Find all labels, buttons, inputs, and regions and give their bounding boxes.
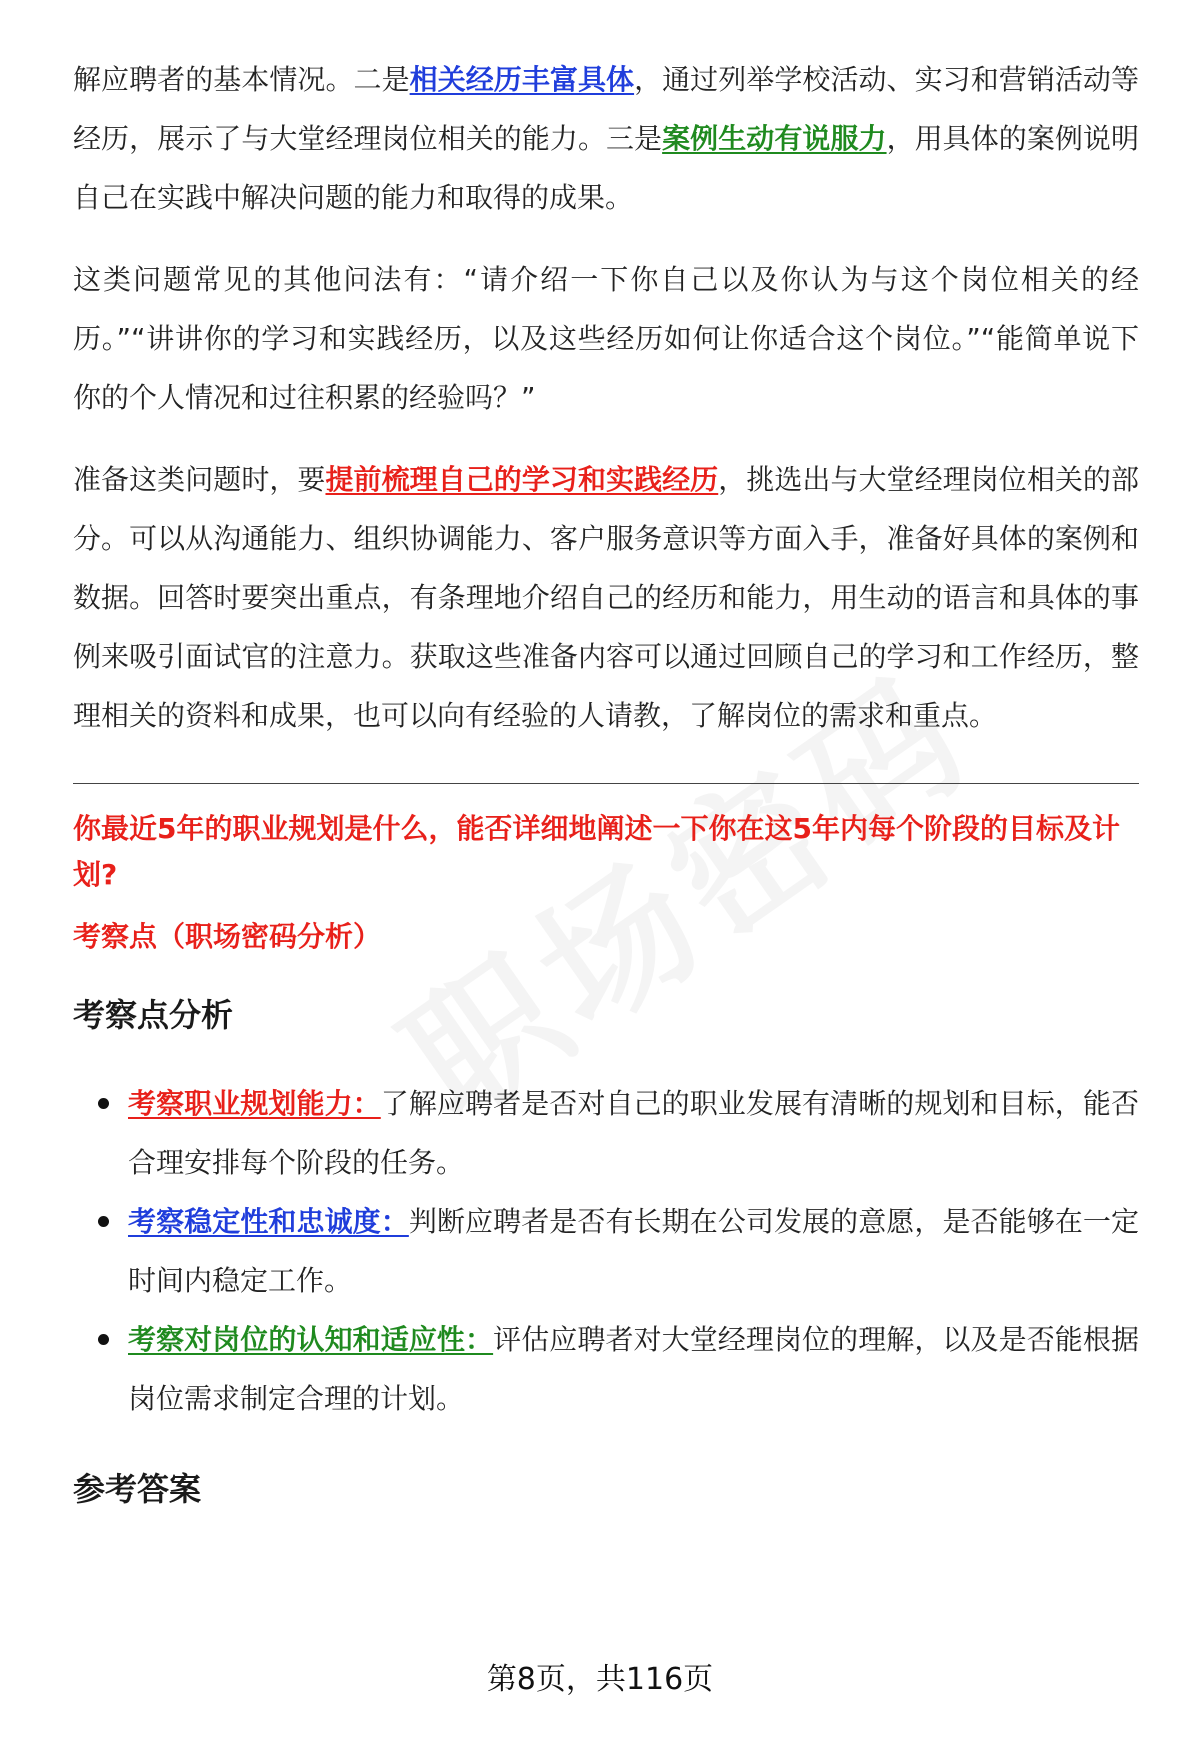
bullet-icon bbox=[98, 1098, 109, 1109]
bullet-label-stability: 考察稳定性和忠诚度： bbox=[128, 1205, 409, 1238]
bullet-label-career-planning: 考察职业规划能力： bbox=[128, 1087, 381, 1120]
highlight-sort-experience: 提前梳理自己的学习和实践经历 bbox=[325, 463, 719, 496]
paragraph-1-text-1: 解应聘者的基本情况。二是 bbox=[73, 63, 410, 96]
answer-heading: 参考答案 bbox=[73, 1470, 202, 1508]
paragraph-1 bbox=[73, 50, 1139, 227]
bullet-text: 判断应聘者是否有长期在公司发展的意愿，是否能够在一定时间内稳定工作。 bbox=[128, 1205, 1139, 1297]
interview-question: 你最近5年的职业规划是什么，能否详细地阐述一下你在这5年内每个阶段的目标及计划? bbox=[73, 812, 1120, 891]
paragraph-1-text-2: ，通过列举学校活动、实习和营销活动等经历，展示了与大堂经理岗位相关的能力。三是 bbox=[73, 63, 1139, 155]
analysis-list bbox=[73, 1074, 1139, 1428]
bullet-icon bbox=[98, 1334, 109, 1345]
bullet-text: 评估应聘者对大堂经理岗位的理解，以及是否能根据岗位需求制定合理的计划。 bbox=[128, 1323, 1139, 1415]
highlight-vivid-case: 案例生动有说服力 bbox=[662, 122, 887, 155]
section-divider bbox=[73, 783, 1139, 784]
list-item bbox=[73, 1074, 1139, 1192]
analysis-heading: 考察点分析 bbox=[73, 996, 234, 1034]
paragraph-3-text-2: ，挑选出与大堂经理岗位相关的部分。可以从沟通能力、组织协调能力、客户服务意识等方面入手，准备好具体的案例和数据。回答时要突出重点，有条理地介绍自己的经历和能力，用生动的语言和具体的事例来吸引面试官的注意力。获取这些准备内容可以通过回顾自己的学习和工作经历，整理相关的资料和成果，也可以向有经验的人请教，了解岗位的需求和重点。 bbox=[73, 463, 1139, 732]
bullet-icon bbox=[98, 1216, 109, 1227]
paragraph-3-text-1: 准备这类问题时，要 bbox=[73, 463, 326, 496]
bullet-label-position-cognition: 考察对岗位的认知和适应性： bbox=[128, 1323, 494, 1356]
highlight-rich-experience: 相关经历丰富具体 bbox=[409, 63, 635, 96]
analysis-subtitle: 考察点（职场密码分析） bbox=[73, 920, 382, 953]
page-number: 第8页，共116页 bbox=[486, 1662, 714, 1697]
list-item bbox=[73, 1192, 1139, 1310]
paragraph-1-text-3: ，用具体的案例说明自己在实践中解决问题的能力和取得的成果。 bbox=[73, 122, 1139, 214]
paragraph-2: 这类问题常见的其他问法有：“请介绍一下你自己以及你认为与这个岗位相关的经历。”“讲讲你的学习和实践经历，以及这些经历如何让你适合这个岗位。”“能简单说下你的个人情况和过往积累的经验吗？” bbox=[73, 263, 1139, 414]
list-item bbox=[73, 1310, 1139, 1428]
bullet-text: 了解应聘者是否对自己的职业发展有清晰的规划和目标，能否合理安排每个阶段的任务。 bbox=[128, 1087, 1139, 1179]
paragraph-3 bbox=[73, 450, 1139, 745]
document-page bbox=[73, 50, 1139, 1514]
